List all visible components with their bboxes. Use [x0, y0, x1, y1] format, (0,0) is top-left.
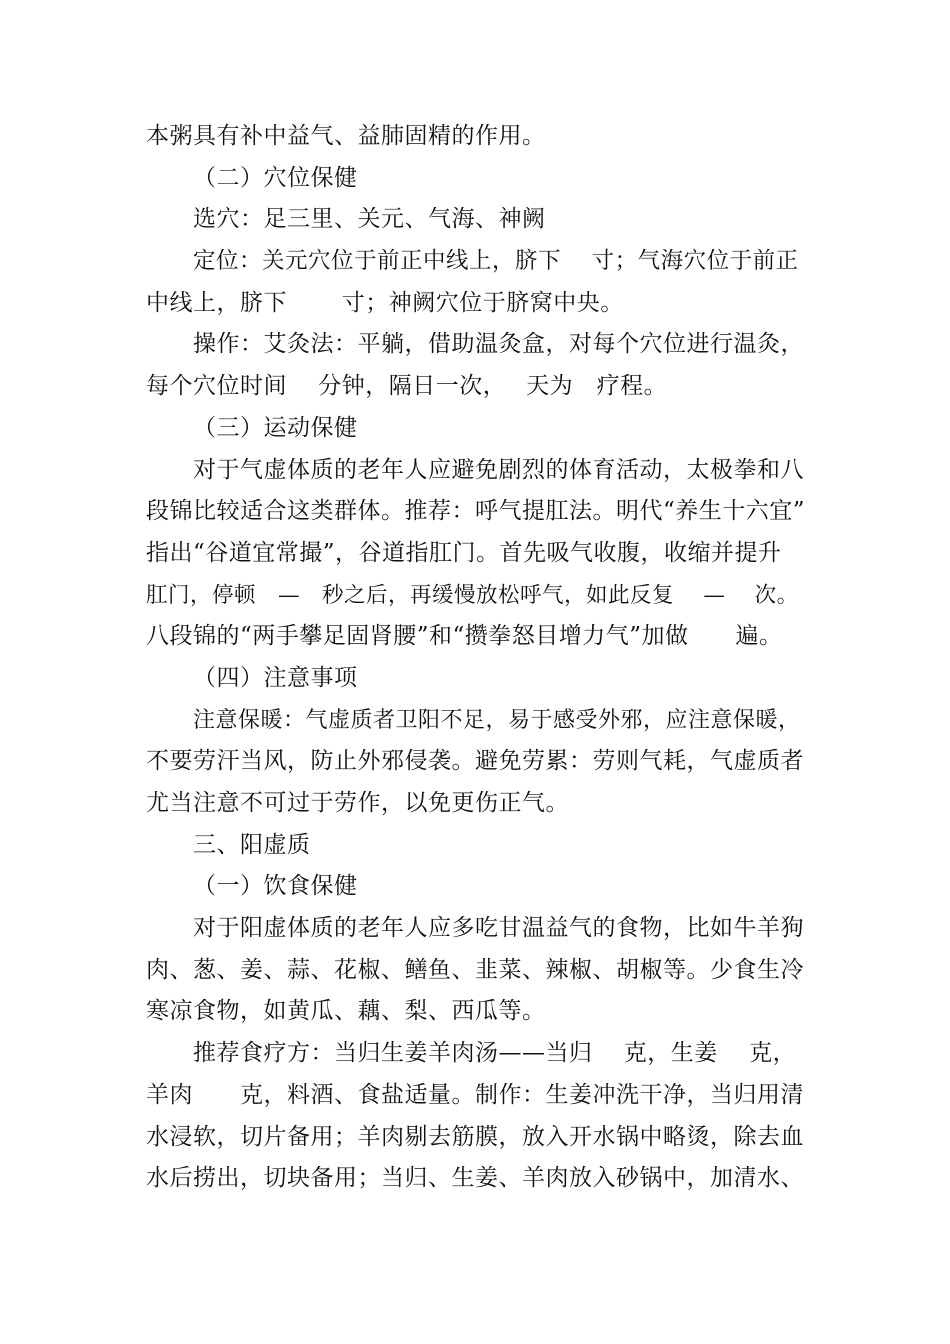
paragraph-line: 中线上，脐下 寸；神阙穴位于脐窝中央。 — [146, 289, 624, 316]
paragraph-line: 每个穴位时间 分钟，隔日一次， 天为 疗程。 — [146, 373, 668, 400]
paragraph-line: 定位：关元穴位于前正中线上，脐下 寸；气海穴位于前正 — [193, 248, 799, 275]
section-heading: （四）注意事项 — [193, 664, 358, 691]
paragraph-line: 尤当注意不可过于劳作，以免更伤正气。 — [146, 790, 569, 816]
paragraph-line: 操作：艾灸法：平躺，借助温灸盒，对每个穴位进行温灸， — [193, 331, 804, 358]
paragraph-line: 八段锦的“两手攀足固肾腰”和“攒拳怒目增力气”加做 遍。 — [146, 623, 783, 650]
paragraph-line: 对于阳虚体质的老年人应多吃甘温益气的食物，比如牛羊狗 — [193, 915, 804, 942]
paragraph-line: 对于气虚体质的老年人应避免剧烈的体育活动，太极拳和八 — [193, 456, 804, 483]
section-heading: （一）饮食保健 — [193, 873, 358, 900]
paragraph-line: 肛门，停顿 — 秒之后，再缓慢放松呼气，如此反复 — 次。 — [146, 582, 799, 608]
paragraph-line: 寒凉食物，如黄瓜、藕、梨、西瓜等。 — [146, 998, 546, 1025]
paragraph-line: 选穴：足三里、关元、气海、神阙 — [193, 206, 546, 233]
paragraph-line: 指出“谷道宜常撮”，谷道指肛门。首先吸气收腹，收缩并提升 — [146, 539, 782, 566]
paragraph-line: 段锦比较适合这类群体。推荐：呼气提肛法。明代“养生十六宜” — [146, 498, 806, 525]
paragraph-line: 推荐食疗方：当归生姜羊肉汤——当归 克，生姜 克， — [193, 1040, 797, 1067]
paragraph-line: 水后捞出，切块备用；当归、生姜、羊肉放入砂锅中，加清水、 — [146, 1165, 804, 1192]
chapter-heading: 三、阳虚质 — [193, 831, 311, 858]
section-heading: （二）穴位保健 — [193, 164, 358, 191]
section-heading: （三）运动保健 — [193, 414, 358, 441]
paragraph-line: 水浸软，切片备用；羊肉剔去筋膜，放入开水锅中略烫，除去血 — [146, 1123, 804, 1150]
paragraph-line: 本粥具有补中益气、益肺固精的作用。 — [146, 123, 546, 149]
paragraph-line: 羊肉 克，料酒、食盐适量。制作：生姜冲洗干净，当归用清 — [146, 1081, 804, 1108]
paragraph-line: 肉、葱、姜、蒜、花椒、鳝鱼、韭菜、辣椒、胡椒等。少食生冷 — [146, 956, 804, 983]
paragraph-line: 注意保暖：气虚质者卫阳不足，易于感受外邪，应注意保暖， — [193, 707, 801, 733]
paragraph-line: 不要劳汗当风，防止外邪侵袭。避免劳累：劳则气耗，气虚质者 — [146, 748, 804, 775]
document-body — [146, 116, 806, 1200]
